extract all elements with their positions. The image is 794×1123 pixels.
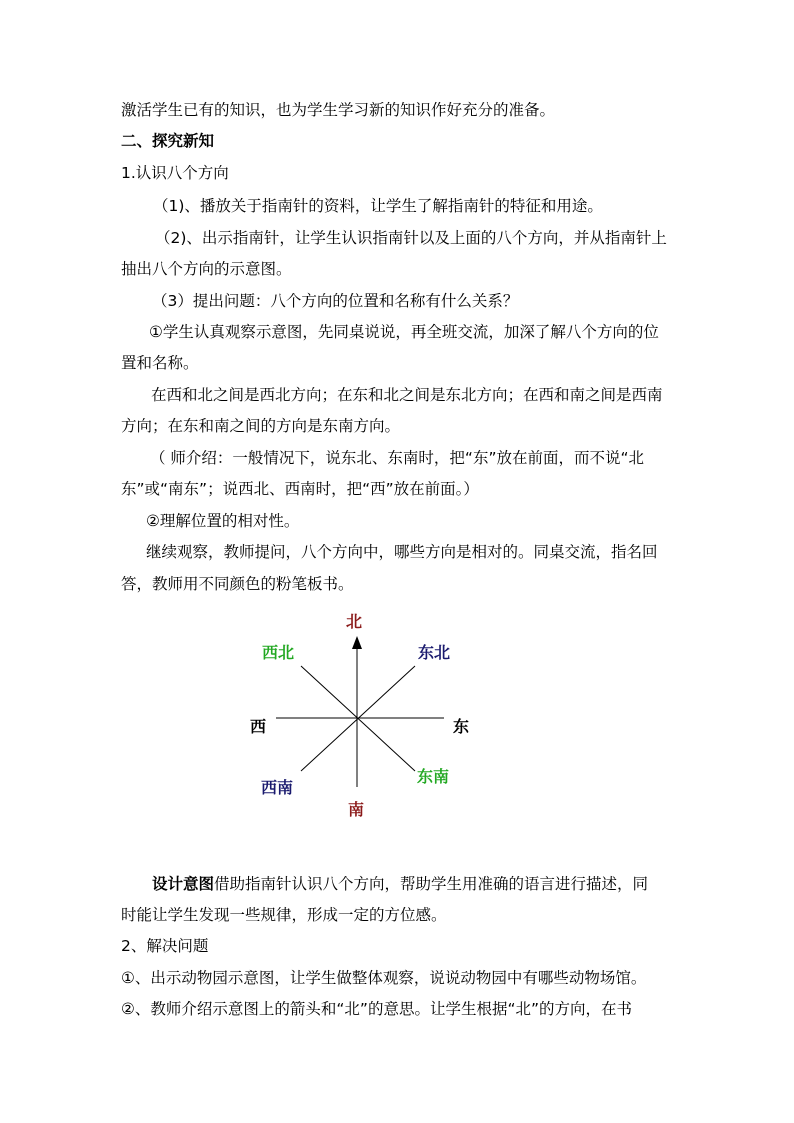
north-arrow-icon <box>352 636 362 649</box>
doc-line-10: 在西和北之间是西北方向；在东和北之间是东北方向；在西和南之间是西南 <box>151 386 663 404</box>
solve-heading: 2、解决问题 <box>121 937 209 955</box>
design-intent-text: 借助指南针认识八个方向，帮助学生用准确的语言进行描述，同 <box>214 875 649 893</box>
doc-line-12: （ 师介绍：一般情况下，说东北、东南时，把“东”放在前面，而不说“北 <box>150 449 645 467</box>
compass-label-southwest: 西南 <box>260 778 294 797</box>
doc-line-5: （2)、出示指南针，让学生认识指南针以及上面的八个方向，并从指南针上 <box>155 229 667 247</box>
doc-line-13: 东”或“南东”；说西北、西南时，把“西”放在前面。） <box>121 480 479 498</box>
doc-line-16: 答，教师用不同颜色的粉笔板书。 <box>121 575 354 593</box>
design-intent-line-2: 时能让学生发现一些规律，形成一定的方位感。 <box>121 906 447 924</box>
compass-label-south: 南 <box>347 800 365 819</box>
compass-label-northeast: 东北 <box>417 643 451 662</box>
doc-line-11: 方向；在东和南之间的方向是东南方向。 <box>121 417 401 435</box>
section-heading: 二、探究新知 <box>121 132 215 150</box>
solve-item-1: ①、出示动物园示意图，让学生做整体观察，说说动物园中有哪些动物场馆。 <box>121 969 647 987</box>
doc-line-4: （1)、播放关于指南针的资料，让学生了解指南针的特征和用途。 <box>153 197 603 215</box>
compass-label-northwest: 西北 <box>261 643 295 662</box>
compass-label-north: 北 <box>345 612 363 631</box>
compass-label-southeast: 东南 <box>416 767 450 786</box>
doc-line-15: 继续观察，教师提问，八个方向中，哪些方向是相对的。同桌交流，指名回 <box>146 543 658 561</box>
design-intent-label: 设计意图 <box>152 875 215 893</box>
doc-line-14: ②理解位置的相对性。 <box>146 512 300 530</box>
doc-line-7: （3）提出问题：八个方向的位置和名称有什么关系？ <box>152 292 519 310</box>
subsection-heading: 1.认识八个方向 <box>121 164 229 182</box>
compass-label-east: 东 <box>452 717 470 736</box>
compass-label-west: 西 <box>249 717 267 736</box>
doc-line-8: ①学生认真观察示意图，先同桌说说，再全班交流，加深了解八个方向的位 <box>149 323 659 341</box>
design-intent-line <box>152 874 648 894</box>
solve-item-2: ②、教师介绍示意图上的箭头和“北”的意思。让学生根据“北”的方向，在书 <box>121 1000 633 1018</box>
doc-line-6: 抽出八个方向的示意图。 <box>121 260 292 278</box>
doc-line-9: 置和名称。 <box>121 354 199 372</box>
doc-line-1: 激活学生已有的知识，也为学生学习新的知识作好充分的准备。 <box>121 101 556 119</box>
